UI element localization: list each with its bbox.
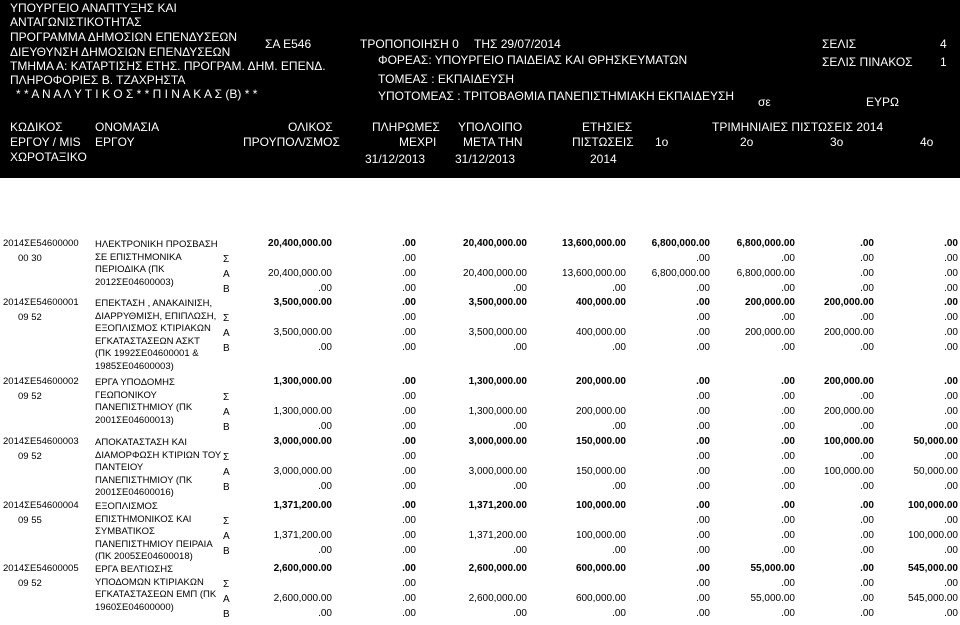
cell-a-col3: 3,000,000.00 [468, 466, 527, 477]
sub-row-label: Α [223, 269, 230, 280]
col-code-2: ΕΡΓΟΥ / MIS [10, 135, 81, 149]
sub-row-label: Σ [223, 313, 230, 324]
cell-s-col6: .00 [781, 515, 795, 526]
cell-a-col1: 1,300,000.00 [273, 406, 332, 417]
cell-b-col8: .00 [944, 608, 958, 619]
cell-s-col8: .00 [944, 312, 958, 323]
cell-main-col5: 6,800,000.00 [651, 238, 710, 249]
cell-main-col4: 150,000.00 [575, 436, 626, 447]
project-code: 2014ΣΕ54600003 [3, 436, 79, 447]
sub-row-label: Α [223, 407, 230, 418]
cell-b-col5: .00 [696, 608, 710, 619]
cell-a-col5: .00 [696, 406, 710, 417]
cell-main-col6: 55,000.00 [750, 563, 795, 574]
cell-s-col7: .00 [860, 515, 874, 526]
sub-row-label: Β [223, 546, 230, 557]
cell-a-col2: .00 [402, 466, 416, 477]
cell-s-col5: .00 [696, 312, 710, 323]
cell-a-col6: 200,000.00 [744, 327, 795, 338]
cell-main-col7: .00 [860, 500, 874, 511]
project-spatial-code: 09 52 [18, 312, 42, 323]
project-name-line: ΗΛΕΚΤΡΟΝΙΚΗ ΠΡΟΣΒΑΣΗ [95, 239, 218, 250]
project-name-line: ΕΞΟΠΛΙΣΜΟΣ ΚΤΙΡΙΑΚΩΝ [95, 323, 211, 334]
cell-b-col3: .00 [513, 608, 527, 619]
cell-b-col1: .00 [318, 283, 332, 294]
cell-s-col8: .00 [944, 451, 958, 462]
cell-a-col2: .00 [402, 406, 416, 417]
project-name-line: (ΠΚ 2005ΣΕ04600018) [95, 551, 193, 562]
cell-a-col4: 150,000.00 [575, 466, 626, 477]
cell-a-col2: .00 [402, 593, 416, 604]
sub-row-label: Β [223, 284, 230, 295]
cell-a-col3: 2,600,000.00 [468, 593, 527, 604]
cell-main-col5: .00 [696, 563, 710, 574]
cell-b-col4: .00 [612, 481, 626, 492]
cell-a-col1: 2,600,000.00 [273, 593, 332, 604]
cell-a-col5: .00 [696, 466, 710, 477]
cell-s-col2: .00 [402, 451, 416, 462]
cell-a-col3: 20,400,000.00 [463, 268, 527, 279]
header-line-6: ΠΛΗΡΟΦΟΡΙΕΣ Β. ΤΖΑΧΡΗΣΤΑ [10, 73, 186, 87]
cell-main-col4: 200,000.00 [575, 376, 626, 387]
project-name-line: 1960ΣΕ04600000) [95, 601, 174, 613]
cell-main-col7: .00 [860, 563, 874, 574]
cell-s-col6: .00 [781, 391, 795, 402]
col-annual-3: 2014 [590, 152, 617, 166]
cell-b-col1: .00 [318, 342, 332, 353]
report-title: * * Α Ν Α Λ Υ Τ Ι Κ Ο Σ * * Π Ι Ν Α Κ Α Σ (Β) * * [16, 87, 258, 101]
header-line-1: ΥΠΟΥΡΓΕΙΟ ΑΝΑΠΤΥΞΗΣ ΚΑΙ [10, 1, 177, 15]
agency: ΦΟΡΕΑΣ: ΥΠΟΥΡΓΕΙΟ ΠΑΙΔΕΙΑΣ ΚΑΙ ΘΡΗΣΚΕΥΜΑΤΩΝ [378, 53, 688, 67]
cell-b-col5: .00 [696, 421, 710, 432]
cell-main-col3: 1,300,000.00 [468, 376, 527, 387]
cell-s-col6: .00 [781, 253, 795, 264]
cell-s-col5: .00 [696, 391, 710, 402]
cell-a-col1: 20,400,000.00 [268, 268, 332, 279]
cell-b-col1: .00 [318, 481, 332, 492]
cell-main-col7: 200,000.00 [823, 376, 874, 387]
cell-main-col2: .00 [402, 500, 416, 511]
col-paid-3: 31/12/2013 [365, 152, 426, 166]
project-name-line: ΕΡΓΑ ΒΕΛΤΙΩΣΗΣ [95, 564, 173, 575]
col-remaining-3: 31/12/2013 [455, 152, 516, 166]
cell-b-col5: .00 [696, 545, 710, 556]
cell-b-col7: .00 [860, 545, 874, 556]
report-date: ΤΗΣ 29/07/2014 [474, 37, 561, 51]
cell-b-col3: .00 [513, 545, 527, 556]
subsector: ΥΠΟΤΟΜΕΑΣ : ΤΡΙΤΟΒΑΘΜΙΑ ΠΑΝΕΠΙΣΤΗΜΙΑΚΗ ΕΚΠΑΙΔΕΥΣΗ [378, 89, 735, 103]
cell-a-col4: 200,000.00 [575, 406, 626, 417]
project-code: 2014ΣΕ54600000 [3, 238, 79, 249]
cell-a-col3: 1,371,200.00 [468, 530, 527, 541]
cell-main-col3: 20,400,000.00 [463, 238, 527, 249]
cell-a-col8: 545,000.00 [907, 593, 958, 604]
project-spatial-code: 09 52 [18, 578, 42, 589]
cell-a-col7: 200,000.00 [823, 406, 874, 417]
project-name-line: ΕΓΚΑΤΑΣΤΑΣΕΩΝ ΕΜΠ (ΠΚ [95, 589, 217, 600]
cell-b-col1: .00 [318, 421, 332, 432]
cell-b-col6: .00 [781, 481, 795, 492]
table-page-label: ΣΕΛΙΣ ΠΙΝΑΚΟΣ [822, 55, 913, 69]
cell-b-col8: .00 [944, 545, 958, 556]
cell-main-col7: .00 [860, 238, 874, 249]
cell-b-col1: .00 [318, 608, 332, 619]
cell-a-col8: 50,000.00 [913, 466, 958, 477]
cell-main-col8: 50,000.00 [913, 436, 958, 447]
cell-a-col5: .00 [696, 530, 710, 541]
cell-b-col2: .00 [402, 421, 416, 432]
col-name-2: ΕΡΓΟΥ [95, 135, 135, 149]
cell-s-col7: .00 [860, 391, 874, 402]
project-name-line: 1985ΣΕ04600003) [95, 360, 174, 372]
sub-row-label: Σ [223, 516, 230, 527]
cell-s-col2: .00 [402, 253, 416, 264]
cell-s-col7: .00 [860, 253, 874, 264]
cell-s-col5: .00 [696, 451, 710, 462]
cell-main-col3: 3,500,000.00 [468, 297, 527, 308]
cell-main-col5: .00 [696, 436, 710, 447]
cell-a-col4: 600,000.00 [575, 593, 626, 604]
cell-s-col8: .00 [944, 253, 958, 264]
cell-b-col4: .00 [612, 421, 626, 432]
project-code: 2014ΣΕ54600001 [3, 297, 79, 308]
cell-main-col1: 2,600,000.00 [273, 563, 332, 574]
cell-s-col5: .00 [696, 515, 710, 526]
page-number: 4 [940, 37, 947, 51]
cell-a-col7: .00 [860, 593, 874, 604]
project-name-line: ΓΕΩΠΟΝΙΚΟΥ [95, 389, 157, 401]
cell-a-col7: .00 [860, 530, 874, 541]
sub-row-label: Β [223, 422, 230, 433]
cell-a-col7: .00 [860, 268, 874, 279]
cell-a-col3: 1,300,000.00 [468, 406, 527, 417]
cell-s-col7: .00 [860, 578, 874, 589]
cell-main-col6: 200,000.00 [744, 297, 795, 308]
project-code: 2014ΣΕ54600005 [3, 563, 79, 574]
project-name-line: ΠΑΝΕΠΙΣΤΗΜΙΟΥ (ΠΚ [95, 402, 193, 413]
cell-main-col2: .00 [402, 297, 416, 308]
sub-row-label: Β [223, 343, 230, 354]
project-name-line: ΕΡΓΑ ΥΠΟΔΟΜΗΣ [95, 377, 175, 388]
cell-a-col6: .00 [781, 466, 795, 477]
col-q3: 3ο [830, 135, 844, 149]
report-header [0, 0, 960, 178]
cell-a-col6: 6,800,000.00 [736, 268, 795, 279]
project-name-line: ΥΠΟΔΟΜΩΝ ΚΤΙΡΙΑΚΩΝ [95, 576, 204, 588]
col-annual-1: ΕΤΗΣΙΕΣ [582, 120, 633, 134]
cell-main-col1: 1,371,200.00 [273, 500, 332, 511]
cell-main-col6: .00 [781, 436, 795, 447]
cell-main-col8: 545,000.00 [907, 563, 958, 574]
header-line-4: ΔΙΕΥΘΥΝΣΗ ΔΗΜΟΣΙΩΝ ΕΠΕΝΔΥΣΕΩΝ [10, 45, 231, 59]
cell-main-col1: 3,000,000.00 [273, 436, 332, 447]
table-page-number: 1 [940, 55, 947, 69]
cell-main-col8: 100,000.00 [907, 500, 958, 511]
project-spatial-code: 09 52 [18, 451, 42, 462]
project-name-line: ΠΕΡΙΟΔΙΚΑ (ΠΚ [95, 264, 165, 275]
project-spatial-code: 09 55 [18, 515, 42, 526]
cell-main-col4: 13,600,000.00 [562, 238, 626, 249]
cell-b-col6: .00 [781, 545, 795, 556]
project-name-line: ΔΙΑΜΟΡΦΩΣΗ ΚΤΙΡΙΩΝ ΤΟΥ [95, 449, 222, 461]
cell-main-col2: .00 [402, 238, 416, 249]
cell-main-col6: .00 [781, 376, 795, 387]
col-code-1: ΚΩΔΙΚΟΣ [10, 120, 63, 134]
cell-main-col4: 400,000.00 [575, 297, 626, 308]
cell-s-col8: .00 [944, 391, 958, 402]
col-remaining-2: ΜΕΤΑ ΤΗΝ [463, 135, 523, 149]
cell-s-col8: .00 [944, 515, 958, 526]
unit-se: σε [758, 95, 771, 109]
cell-s-col8: .00 [944, 578, 958, 589]
header-line-2: ΑΝΤΑΓΩΝΙΣΤΙΚΟΤΗΤΑΣ [10, 15, 142, 29]
sub-row-label: Α [223, 531, 230, 542]
cell-main-col1: 3,500,000.00 [273, 297, 332, 308]
cell-main-col1: 20,400,000.00 [268, 238, 332, 249]
cell-main-col2: .00 [402, 376, 416, 387]
cell-b-col6: .00 [781, 283, 795, 294]
project-name-line: ΠΑΝΕΠΙΣΤΗΜΙΟΥ (ΠΚ [95, 474, 193, 486]
page-label: ΣΕΛΙΣ [822, 37, 857, 51]
cell-b-col2: .00 [402, 283, 416, 294]
cell-a-col4: 100,000.00 [575, 530, 626, 541]
cell-s-col5: .00 [696, 578, 710, 589]
cell-a-col8: .00 [944, 268, 958, 279]
cell-b-col6: .00 [781, 421, 795, 432]
cell-main-col8: .00 [944, 238, 958, 249]
cell-b-col8: .00 [944, 481, 958, 492]
modification: ΤΡΟΠΟΠΟΙΗΣΗ 0 [360, 37, 459, 51]
col-name-1: ΟΝΟΜΑΣΙΑ [95, 120, 160, 134]
cell-main-col7: 200,000.00 [823, 297, 874, 308]
cell-s-col5: .00 [696, 253, 710, 264]
cell-main-col2: .00 [402, 436, 416, 447]
project-name-line: 2001ΣΕ04600016) [95, 487, 174, 498]
cell-main-col1: 1,300,000.00 [273, 376, 332, 387]
cell-a-col2: .00 [402, 530, 416, 541]
cell-b-col3: .00 [513, 283, 527, 294]
project-name-line: ΠΑΝΕΠΙΣΤΗΜΙΟΥ ΠΕΙΡΑΙΑ [95, 538, 213, 550]
project-name-line: ΠΑΝΤΕΙΟΥ [95, 462, 144, 473]
cell-a-col5: .00 [696, 327, 710, 338]
cell-b-col4: .00 [612, 342, 626, 353]
sub-row-label: Σ [223, 579, 230, 590]
cell-s-col6: .00 [781, 312, 795, 323]
cell-b-col8: .00 [944, 283, 958, 294]
col-total-1: ΟΛΙΚΟΣ [288, 120, 333, 134]
cell-s-col6: .00 [781, 451, 795, 462]
cell-b-col6: .00 [781, 342, 795, 353]
sub-row-label: Β [223, 609, 230, 620]
col-q1: 1ο [655, 135, 669, 149]
project-name-line: ΣΥΜΒΑΤΙΚΟΣ [95, 526, 155, 537]
project-name-line: ΕΞΟΠΛΙΣΜΟΣ [95, 501, 158, 512]
cell-a-col6: .00 [781, 530, 795, 541]
cell-main-col8: .00 [944, 376, 958, 387]
cell-a-col2: .00 [402, 268, 416, 279]
cell-s-col2: .00 [402, 391, 416, 402]
cell-b-col4: .00 [612, 608, 626, 619]
cell-a-col3: 3,500,000.00 [468, 327, 527, 338]
cell-a-col4: 400,000.00 [575, 327, 626, 338]
sub-row-label: Σ [223, 452, 230, 463]
sub-row-label: Α [223, 594, 230, 605]
cell-main-col7: 100,000.00 [823, 436, 874, 447]
cell-main-col5: .00 [696, 297, 710, 308]
header-line-3: ΠΡΟΓΡΑΜΜΑ ΔΗΜΟΣΙΩΝ ΕΠΕΝΔΥΣΕΩΝ [10, 30, 237, 44]
cell-a-col1: 3,000,000.00 [273, 466, 332, 477]
cell-a-col1: 1,371,200.00 [273, 530, 332, 541]
unit-currency: ΕΥΡΩ [866, 95, 899, 109]
project-name-line: ΔΙΑΡΡΥΘΜΙΣΗ, ΕΠΙΠΛΩΣΗ, [95, 310, 217, 322]
cell-main-col5: .00 [696, 500, 710, 511]
project-name-line: ΕΠΕΚΤΑΣΗ , ΑΝΑΚΑΙΝΙΣΗ, [95, 298, 213, 309]
cell-b-col7: .00 [860, 283, 874, 294]
cell-main-col3: 1,371,200.00 [468, 500, 527, 511]
cell-b-col7: .00 [860, 421, 874, 432]
col-q4: 4ο [920, 135, 934, 149]
cell-b-col8: .00 [944, 421, 958, 432]
cell-b-col3: .00 [513, 342, 527, 353]
cell-a-col7: 200,000.00 [823, 327, 874, 338]
cell-b-col5: .00 [696, 342, 710, 353]
cell-a-col6: 55,000.00 [750, 593, 795, 604]
cell-a-col2: .00 [402, 327, 416, 338]
col-remaining-1: ΥΠΟΛΟΙΠΟ [458, 120, 523, 134]
cell-a-col8: .00 [944, 327, 958, 338]
cell-main-col6: 6,800,000.00 [736, 238, 795, 249]
cell-a-col8: .00 [944, 406, 958, 417]
cell-b-col2: .00 [402, 608, 416, 619]
cell-b-col2: .00 [402, 545, 416, 556]
cell-b-col2: .00 [402, 342, 416, 353]
col-q2: 2ο [740, 135, 754, 149]
cell-a-col5: .00 [696, 593, 710, 604]
project-name-line: (ΠΚ 1992ΣΕ04600001 & [95, 348, 199, 359]
cell-b-col3: .00 [513, 481, 527, 492]
cell-b-col1: .00 [318, 545, 332, 556]
cell-a-col5: 6,800,000.00 [651, 268, 710, 279]
cell-a-col1: 3,500,000.00 [273, 327, 332, 338]
project-name-line: ΑΠΟΚΑΤΑΣΤΑΣΗ ΚΑΙ [95, 437, 187, 448]
cell-a-col8: 100,000.00 [907, 530, 958, 541]
col-annual-2: ΠΙΣΤΩΣΕΙΣ [572, 135, 634, 149]
cell-s-col6: .00 [781, 578, 795, 589]
sector: ΤΟΜΕΑΣ : ΕΚΠΑΙΔΕΥΣΗ [378, 72, 514, 86]
col-quarterly-title: ΤΡΙΜΗΝΙΑΙΕΣ ΠΙΣΤΩΣΕΙΣ 2014 [712, 120, 884, 134]
col-total-2: ΠΡΟΥΠΟΛ/ΣΜΟΣ [243, 135, 340, 149]
cell-s-col7: .00 [860, 312, 874, 323]
cell-b-col8: .00 [944, 342, 958, 353]
cell-a-col6: .00 [781, 406, 795, 417]
cell-b-col7: .00 [860, 481, 874, 492]
project-spatial-code: 00 30 [18, 253, 42, 264]
sa-code: ΣΑ Ε546 [265, 37, 312, 51]
cell-main-col4: 100,000.00 [575, 500, 626, 511]
sub-row-label: Β [223, 482, 230, 493]
cell-b-col7: .00 [860, 608, 874, 619]
project-code: 2014ΣΕ54600004 [3, 500, 79, 511]
cell-main-col6: .00 [781, 500, 795, 511]
project-code: 2014ΣΕ54600002 [3, 376, 79, 387]
cell-main-col5: .00 [696, 376, 710, 387]
cell-main-col3: 3,000,000.00 [468, 436, 527, 447]
cell-main-col2: .00 [402, 563, 416, 574]
project-name-line: ΣΕ ΕΠΙΣΤΗΜΟΝΙΚΑ [95, 251, 182, 263]
cell-s-col7: .00 [860, 451, 874, 462]
col-paid-2: ΜΕΧΡΙ [399, 135, 437, 149]
project-name-line: ΕΠΙΣΤΗΜΟΝΙΚΟΣ ΚΑΙ [95, 513, 192, 525]
cell-main-col4: 600,000.00 [575, 563, 626, 574]
cell-b-col5: .00 [696, 283, 710, 294]
col-code-3: ΧΩΡΟΤΑΞΙΚΟ [10, 150, 87, 164]
cell-b-col6: .00 [781, 608, 795, 619]
sub-row-label: Α [223, 328, 230, 339]
cell-b-col3: .00 [513, 421, 527, 432]
sub-row-label: Σ [223, 392, 230, 403]
cell-a-col4: 13,600,000.00 [562, 268, 626, 279]
cell-main-col3: 2,600,000.00 [468, 563, 527, 574]
cell-a-col7: 100,000.00 [823, 466, 874, 477]
cell-b-col4: .00 [612, 545, 626, 556]
sub-row-label: Α [223, 467, 230, 478]
header-line-5: ΤΜΗΜΑ Α: ΚΑΤΑΡΤΙΣΗΣ ΕΤΗΣ. ΠΡΟΓΡΑΜ. ΔΗΜ. ΕΠΕΝΔ. [10, 59, 326, 73]
project-spatial-code: 09 52 [18, 391, 42, 402]
project-name-line: 2012ΣΕ04600003) [95, 276, 174, 288]
project-name-line: 2001ΣΕ04600013) [95, 414, 174, 426]
cell-b-col2: .00 [402, 481, 416, 492]
cell-s-col2: .00 [402, 312, 416, 323]
cell-b-col5: .00 [696, 481, 710, 492]
project-name-line: ΕΓΚΑΤΑΣΤΑΣΕΩΝ ΑΣΚΤ [95, 335, 200, 347]
col-paid-1: ΠΛΗΡΩΜΕΣ [372, 120, 440, 134]
cell-b-col7: .00 [860, 342, 874, 353]
cell-main-col8: .00 [944, 297, 958, 308]
cell-s-col2: .00 [402, 515, 416, 526]
cell-s-col2: .00 [402, 578, 416, 589]
cell-b-col4: .00 [612, 283, 626, 294]
sub-row-label: Σ [223, 254, 230, 265]
